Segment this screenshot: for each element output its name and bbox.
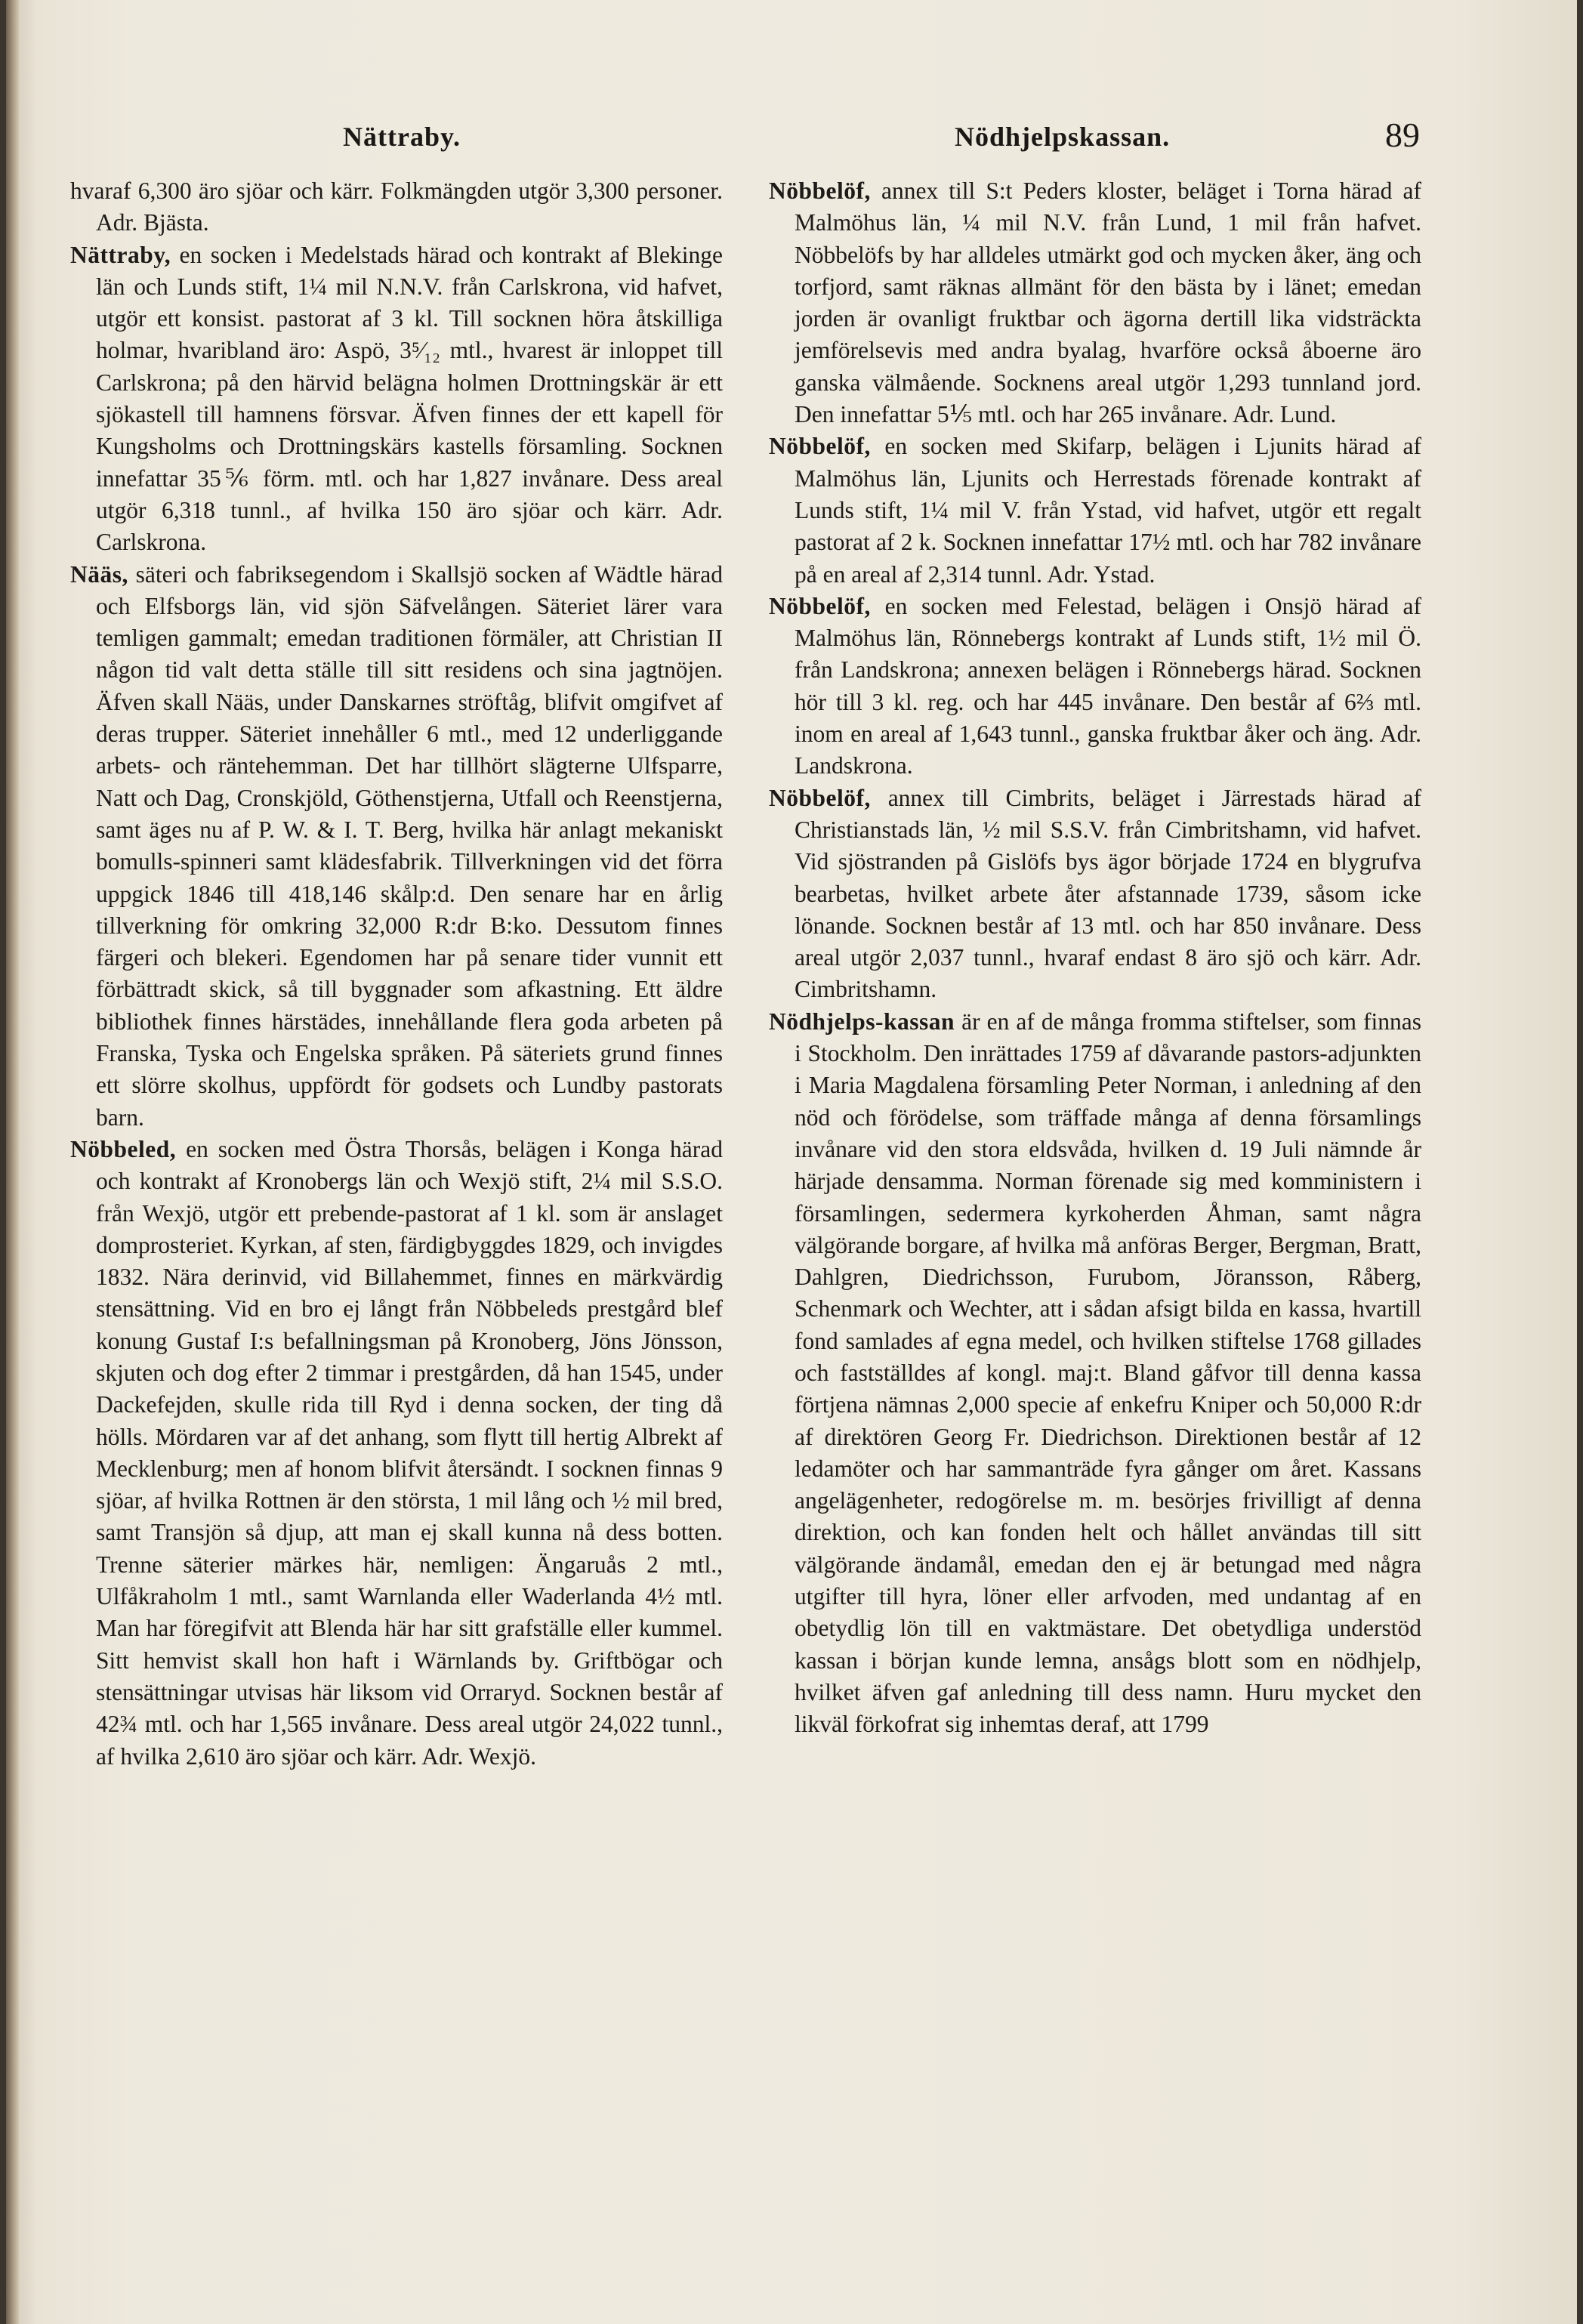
entry-nobbelof-jarrestad — [769, 782, 1421, 1006]
entry-text: en socken med Östra Thorsås, belägen i Konga härad och kontrakt af Kronobergs län och Wexjö stift, 2¼ mil S.S.O. från Wexjö, utgör ett prebende-pastorat af 1 kl. som är anslaget domprosteriet. Kyrkan, af sten, färdigbyggdes 1829, och invigdes 1832. Nära derinvid, vid Billahemmet, finnes en märkvärdig stensättning. Vid en bro ej långt från Nöbbeleds prestgård blef konung Gustaf I:s befallningsman på Kronoberg, Jöns Jönsson, skjuten och dog efter 2 timmar i prestgården, då han 1545, under Dackefejden, skulle rida till Ryd i denna socken, der ting då hölls. Mördaren var af det anhang, som flytt till hertig Albrekt af Mecklenburg; men af honom blifvit återsändt. I socknen finnas 9 sjöar, af hvilka Rottnen är den största, 1 mil lång och ½ mil bred, samt Transjön så djup, att man ej skall kunna nå dess botten. Trenne säterier märkes här, nemligen: Ängaruås 2 mtl., Ulfåkraholm 1 mtl., samt Warnlanda eller Waderlanda 4½ mtl. Man har föregifvit att Blenda här har sitt grafställe eller kummel. Sitt hemvist skall hon haft i Wärnlands by. Griftbögar och stensättningar utvisas här liksom vid Orraryd. Socknen består af 42¾ mtl. och har 1,565 invånare. Dess areal utgör 24,022 tunnl., af hvilka 2,610 äro sjöar och kärr. Adr. Wexjö. — [96, 1135, 723, 1770]
entry-nobbelof-torna — [769, 175, 1421, 431]
entry-headword: Nättraby, — [70, 241, 171, 268]
running-head-left: Nättraby. — [343, 122, 461, 152]
entry-text: annex till S:t Peders kloster, beläget i Torna härad af Malmöhus län, ¼ mil N.V. från Lund, 1 mil från hafvet. Nöbbelöfs by har alldeles utmärkt god och mycken åker, äng och torfjord, samt räknas allmänt för den bästa by i länet; emedan jorden är ovanligt fruktbar och ägorna dertill lika vidsträckta jemförelsevis med andra byalag, hvarföre också åboerne äro ganska välmående. Socknens areal utgör 1,293 tunnland jord. Den innefattar 5⅕ mtl. och har 265 invånare. Adr. Lund. — [795, 177, 1421, 428]
entry-headword: Nääs, — [70, 560, 128, 588]
entry-nobbelof-onsjo — [769, 591, 1421, 782]
entry-nobbelof-ljunits — [769, 431, 1421, 590]
entry-text: en socken med Felestad, belägen i Onsjö härad af Malmöhus län, Rönnebergs kontrakt af Lunds stift, 1½ mil Ö. från Landskrona; annexen belägen i Rönnebergs härad. Socknen hör till 3 kl. reg. och har 445 invånare. Den består af 6⅔ mtl. inom en areal af 1,643 tunnl., ganska fruktbar åker och äng. Adr. Landskrona. — [795, 592, 1421, 779]
entry-nodhjelpskassan — [769, 1006, 1421, 1741]
left-column — [70, 175, 723, 1773]
running-head-right: Nödhjelpskassan. — [955, 122, 1171, 152]
entry-text: är en af de många fromma stiftelser, som finnas i Stockholm. Den inrättades 1759 af dåvarande pastors-adjunkten i Maria Magdalena församling Peter Norman, i anledning af den nöd och förödelse, som träffade många af denna församlings invånare vid den stora eldsvåda, hvilken d. 19 Juli nämnde år härjade densamma. Norman förenade sig med komministern i församlingen, sedermera kyrkoherden Åhman, samt några välgörande borgare, af hvilka må anföras Berger, Bergman, Bratt, Dahlgren, Diedrichsson, Furubom, Jöransson, Råberg, Schenmark och Wechter, att i sådan afsigt bilda en kassa, hvartill fond samlades af egna medel, och hvilken stiftelse 1768 gillades och fastställdes af kongl. maj:t. Bland gåfvor till denna kassa förtjena nämnas 2,000 specie af enkefru Kniper och 50,000 R:dr af direktören Georg Fr. Diedrichson. Direktionen består af 12 ledamöter och har sammanträde fyra gånger om året. Kassans angelägenheter, redogörelse m. m. besörjes frivilligt af denna direktion, och kan fonden helt och hållet användas till sitt välgörande ändamål, emedan den ej är betungad med några utgifter till hyra, löner eller arfvoden, med undantag af en obetydlig lön till en vaktmästare. Det obetydliga understöd kassan i början kunde lemna, ansågs blott som en nödhjelp, hvilket äfven gaf anledning till dess namn. Huru mycket den likväl förkofrat sig inhemtas deraf, att 1799 — [795, 1008, 1421, 1738]
entry-headword: Nöbbeled, — [70, 1135, 177, 1162]
page-number: 89 — [1385, 116, 1420, 154]
entry-continuation — [70, 175, 723, 239]
book-page — [6, 0, 1577, 2324]
entry-headword: Nöbbelöf, — [769, 433, 871, 460]
entry-text: säteri och fabriksegendom i Skallsjö socken af Wädtle härad och Elfsborgs län, vid sjön Säfvelången. Säteriet lärer vara temligen gammalt; emedan traditionen förmäler, att Christian II någon tid valt detta ställe till sitt residens och sina jagtnöjen. Äfven skall Nääs, under Danskarnes ströftåg, blifvit omgifvet af deras trupper. Säteriet innehåller 6 mtl., med 12 underliggande arbets- och räntehemman. Det har tillhört slägterne Ulfsparre, Natt och Dag, Cronskjöld, Göthenstjerna, Utfall och Reenstjerna, samt äges nu af P. W. & I. T. Berg, hvilka här anlagt mekaniskt bomulls-spinneri samt klädesfabrik. Tillverkningen vid det förra uppgick 1846 till 418,146 skålp:d. Den senare har en årlig tillverkning för omkring 32,000 R:dr B:ko. Dessutom finnes färgeri och blekeri. Egendomen har på senare tider vunnit ett förbättradt skick, så till byggnader som afkastning. Ett äldre bibliothek finnes härstädes, innehållande flera goda arbeten på Franska, Tyska och Engelska språken. På säteriets grund finnes ett slörre skolhus, uppfördt för godsets och Lundby pastorats barn. — [96, 560, 723, 1131]
entry-headword: Nöbbelöf, — [769, 784, 871, 811]
entry-headword: Nöbbelöf, — [769, 177, 871, 204]
entry-nattraby — [70, 239, 723, 559]
entry-naas — [70, 559, 723, 1134]
page-header — [6, 115, 1577, 160]
entry-headword: Nöbbelöf, — [769, 592, 871, 619]
entry-text: hvaraf 6,300 äro sjöar och kärr. Folkmängden utgör 3,300 personer. Adr. Bjästa. — [70, 177, 723, 236]
entry-nobbeled — [70, 1134, 723, 1773]
entry-text: annex till Cimbrits, beläget i Järrestads härad af Christianstads län, ½ mil S.S.V. från Cimbritshamn, vid hafvet. Vid sjöstranden på Gislöfs bys ägor började 1724 en blygrufva bearbetas, hvilket arbete åter afstannade 1739, såsom icke lönande. Socknen består af 13 mtl. och har 850 invånare. Dess areal utgör 2,037 tunnl., hvaraf endast 8 äro sjö och kärr. Adr. Cimbritshamn. — [795, 784, 1421, 1003]
entry-headword: Nödhjelps-kassan — [769, 1008, 955, 1035]
entry-text: en socken med Skifarp, belägen i Ljunits härad af Malmöhus län, Ljunits och Herrestads förenade kontrakt af Lunds stift, 1¼ mil V. från Ystad, vid hafvet, utgör ett regalt pastorat af 2 k. Socknen innefattar 17½ mtl. och har 782 invånare på en areal af 2,314 tunnl. Adr. Ystad. — [795, 433, 1421, 588]
entry-text: en socken i Medelstads härad och kontrakt af Blekinge län och Lunds stift, 1¼ mil N.N.V. från Carlskrona, vid hafvet, utgör ett konsist. pastorat af 3 kl. Till socknen höra åtskilliga holmar, hvaribland äro: Aspö, 3⁵⁄₁₂ mtl., hvarest är inloppet till Carlskrona; på den härvid belägna holmen Drottningskär är ett sjökastell till hamnens försvar. Äfven finnes der ett kapell för Kungsholms och Drottningskärs kastells församling. Socknen innefattar 35⅚ förm. mtl. och har 1,827 invånare. Dess areal utgör 6,318 tunnl., af hvilka 150 äro sjöar och kärr. Adr. Carlskrona. — [96, 241, 723, 556]
right-column — [769, 175, 1421, 1741]
book-spine-shadow — [6, 0, 21, 2324]
